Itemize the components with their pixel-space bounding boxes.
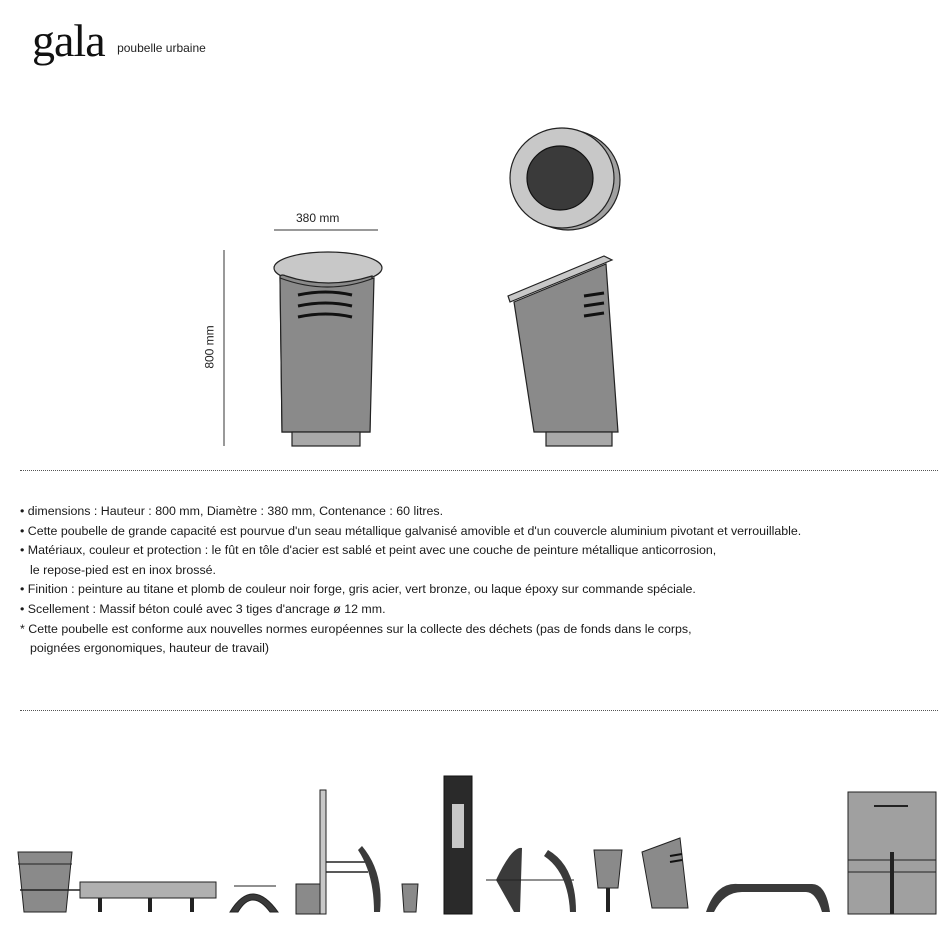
divider-top [20,470,938,471]
spec-finish: • Finition : peinture au titane et plomb de couleur noir forge, gris acier, vert bronze, ou laque époxy sur commande spéciale. [20,582,696,597]
spec-norms-cont: poignées ergonomiques, hauteur de travail) [30,641,270,656]
spec-list [20,502,920,659]
bin-side-view [508,256,618,446]
height-dimension-label: 800 mm [202,325,217,369]
spec-materials-cont: le repose-pied est en inox brossé. [30,562,216,577]
product-title: gala [32,15,105,66]
bin-top-view [510,128,620,230]
spec-capacity: • Cette poubelle de grande capacité est pourvue d'un seau métallique galvanisé amovible et d'un couvercle aluminium pivotant et verrouillable. [20,523,802,538]
spec-anchoring: • Scellement : Massif béton coulé avec 3 tiges d'ancrage ø 12 mm. [20,601,386,616]
bin-front-view [274,252,382,446]
divider-bottom [20,710,938,711]
spec-dimensions: • dimensions : Hauteur : 800 mm, Diamètre : 380 mm, Contenance : 60 litres. [20,504,444,518]
spec-norms: * Cette poubelle est conforme aux nouvelles normes européennes sur la collecte des déchets (pas de fonds dans le corps, [20,621,692,636]
spec-materials: • Matériaux, couleur et protection : le fût en tôle d'acier est sablé et peint avec une couche de peinture métallique anticorrosion, [20,543,717,558]
product-range [18,776,936,914]
width-dimension-label: 380 mm [296,211,340,225]
product-subtitle: poubelle urbaine [117,41,206,55]
